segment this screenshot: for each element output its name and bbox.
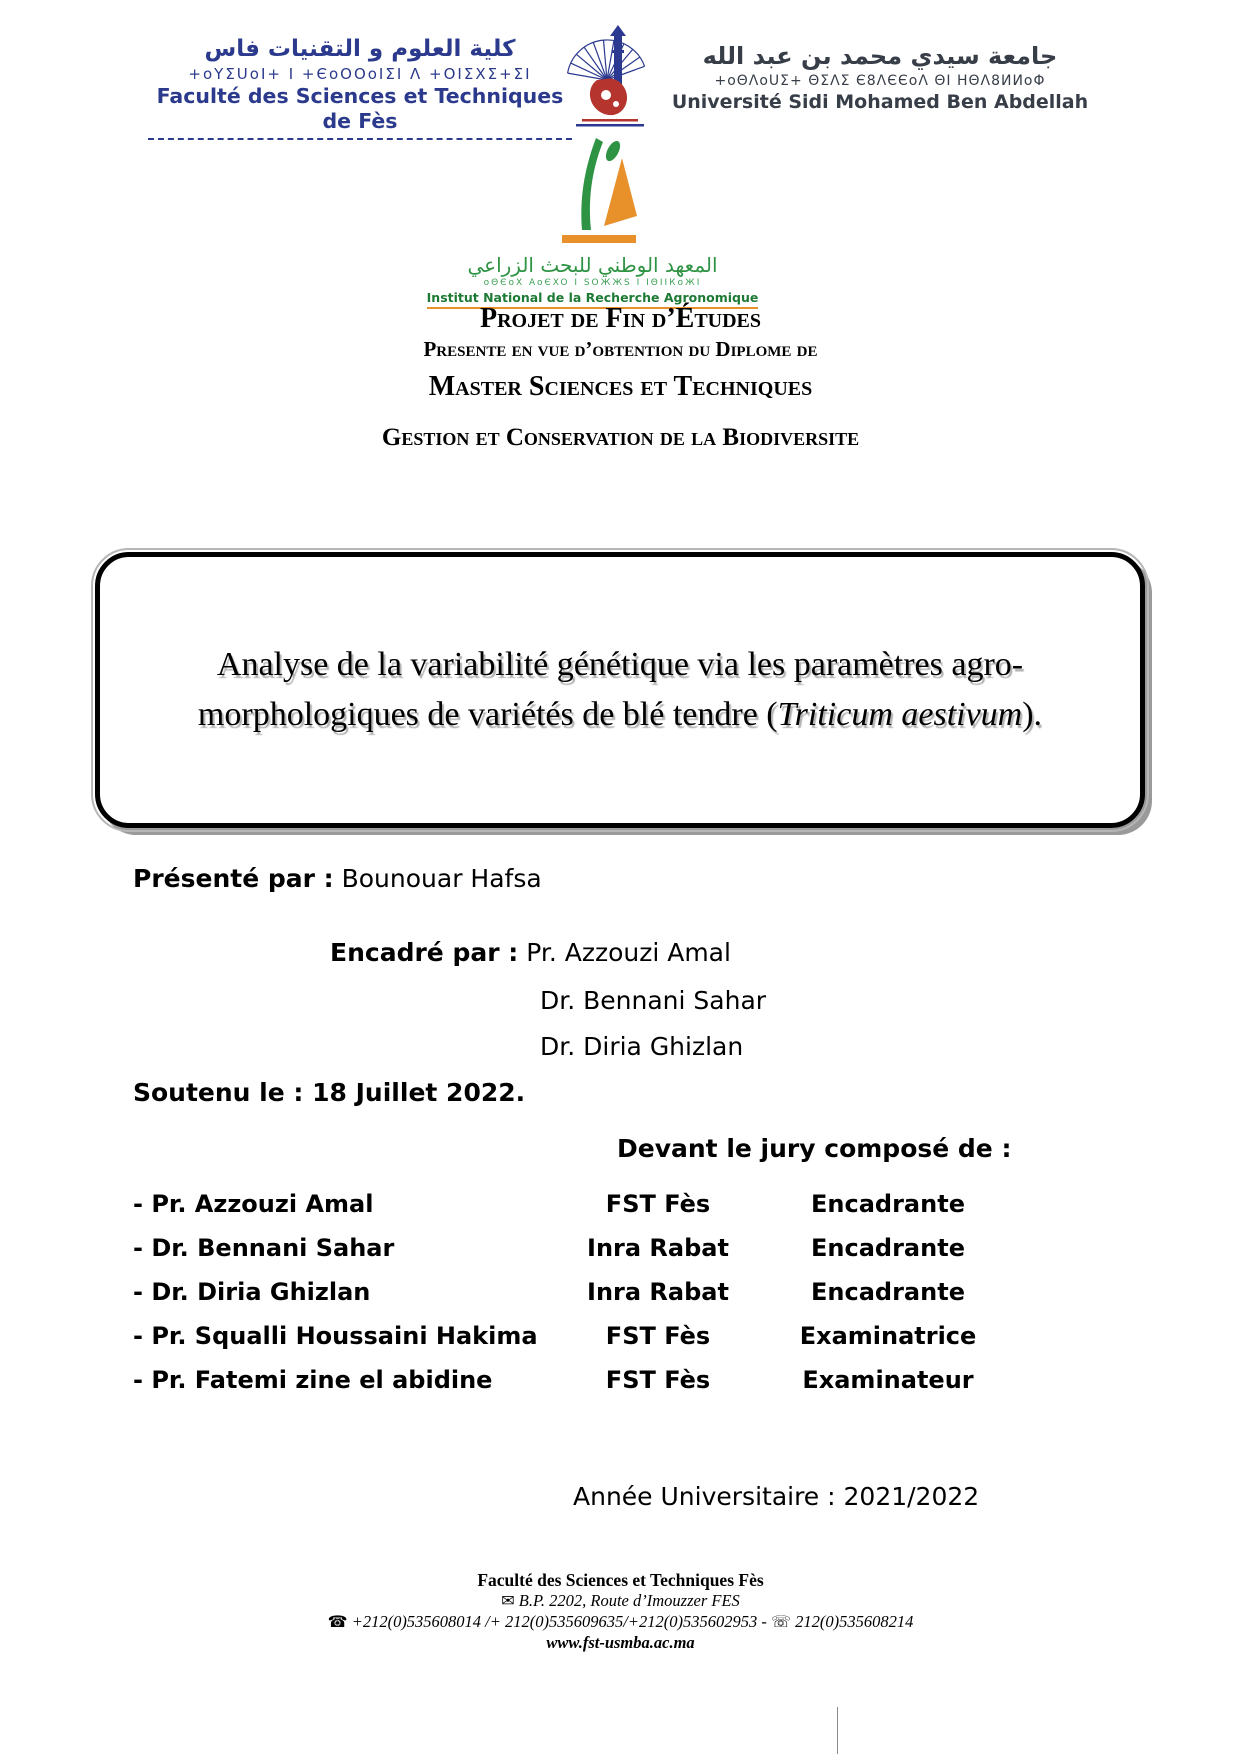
defense-date-label: Soutenu le :	[133, 1078, 304, 1107]
presented-by-name: Bounouar Hafsa	[341, 864, 542, 893]
university-emblem-icon	[562, 20, 658, 130]
inra-name-french: Institut National de la Recherche Agronomique	[427, 290, 759, 309]
university-name-arabic: جامعة سيدي محمد بن عبد الله	[702, 42, 1058, 70]
supervised-by-label: Encadré par :	[330, 938, 519, 967]
inra-logo-block	[420, 136, 765, 309]
thesis-title-lead: Analyse de la variabilité génétique via les paramètres agro-morphologiques de variétés de blé tendre (	[197, 646, 1024, 733]
jury-institution: FST Fès	[605, 1190, 711, 1218]
mail-icon: ✉	[501, 1593, 515, 1610]
supervisor-name-2: Dr. Bennani Sahar	[540, 986, 767, 1015]
jury-member-name: - Pr. Fatemi zine el abidine	[133, 1366, 493, 1394]
thesis-title-tail: ).	[1022, 696, 1043, 733]
jury-member-name: - Dr. Diria Ghizlan	[133, 1278, 371, 1306]
supervisor-name-3: Dr. Diria Ghizlan	[540, 1032, 744, 1061]
academic-year: Année Universitaire : 2021/2022	[573, 1482, 980, 1511]
inra-logo-icon	[518, 136, 668, 248]
university-name-tifinagh: +oΘΛoUΣ+ ΘΣΛΣ Є8ΛЄЄoΛ ΘI ΗΘΛ8ИИoΦ	[714, 73, 1046, 89]
inra-name-arabic: المعهد الوطني للبحث الزراعي	[467, 253, 718, 277]
university-name-french: Université Sidi Mohamed Ben Abdellah	[671, 91, 1089, 113]
jury-row	[133, 1270, 1003, 1314]
jury-member-name: - Pr. Azzouzi Amal	[133, 1190, 374, 1218]
footer-website: www.fst-usmba.ac.ma	[546, 1633, 695, 1652]
supervised-by-line	[330, 938, 731, 967]
jury-row	[133, 1226, 1003, 1270]
jury-member-name: - Dr. Bennani Sahar	[133, 1234, 395, 1262]
footer-faculty-name: Faculté des Sciences et Techniques Fès	[477, 1570, 764, 1590]
header-left-faculty-block	[148, 34, 572, 140]
footer-fax-number: 212(0)535608214	[795, 1612, 914, 1631]
supervisor-name-1: Pr. Azzouzi Amal	[526, 938, 731, 967]
jury-institution: Inra Rabat	[587, 1234, 729, 1262]
jury-institution: FST Fès	[605, 1366, 711, 1394]
footer	[0, 1570, 1241, 1653]
jury-row	[133, 1314, 1003, 1358]
header-right-university-block	[668, 40, 1092, 114]
inra-name-tifinagh: oΘЄoX AoЄXO I SOЖЖS I IΘIIКoЖI	[483, 278, 702, 288]
jury-heading: Devant le jury composé de :	[617, 1134, 1012, 1163]
heading-gestion-biodiversite: Gestion et Conservation de la Biodiversite	[381, 424, 860, 451]
jury-member-name: - Pr. Squalli Houssaini Hakima	[133, 1322, 538, 1350]
species-name: Triticum aestivum	[777, 696, 1023, 733]
jury-row	[133, 1182, 1003, 1226]
faculty-name-french: Faculté des Sciences et Techniques de Fès	[156, 84, 564, 133]
heading-presente-diplome: Presente en vue d’obtention du Diplome de	[423, 337, 818, 361]
footer-phone-line	[0, 1612, 1241, 1633]
jury-institution: FST Fès	[605, 1322, 711, 1350]
fax-icon: ☏	[770, 1614, 791, 1631]
faculty-name-arabic: كلية العلوم و التقنيات فاس	[204, 36, 516, 62]
heading-master: Master Sciences et Techniques	[428, 371, 813, 402]
thesis-title-box	[95, 552, 1145, 828]
jury-role: Encadrante	[811, 1234, 965, 1262]
thesis-title	[100, 640, 1140, 740]
jury-table	[133, 1182, 1003, 1402]
defense-date-line	[133, 1078, 525, 1107]
footer-address-line	[0, 1591, 1241, 1612]
heading-projet-fin-etudes: Projet de Fin d’Études	[479, 303, 762, 334]
footer-phone-numbers: +212(0)535608014 /+ 212(0)535609635/+212(0)535602953 -	[351, 1612, 767, 1631]
presented-by-line	[133, 864, 542, 893]
page-edge-mark	[837, 1707, 838, 1754]
jury-role: Examinateur	[802, 1366, 974, 1394]
defense-date: 18 Juillet 2022.	[312, 1078, 526, 1107]
jury-role: Encadrante	[811, 1190, 965, 1218]
jury-institution: Inra Rabat	[587, 1278, 729, 1306]
footer-address: B.P. 2202, Route d’Imouzzer FES	[518, 1591, 740, 1610]
jury-row	[133, 1358, 1003, 1402]
jury-role: Examinatrice	[799, 1322, 977, 1350]
phone-icon: ☎	[327, 1614, 348, 1631]
presented-by-label: Présenté par :	[133, 864, 334, 893]
faculty-name-tifinagh: +oYΣUoI+ I +ЄoOOoIΣI Λ +OIΣXΣ+ΣI	[188, 65, 532, 83]
jury-role: Encadrante	[811, 1278, 965, 1306]
university-emblem-logo	[562, 20, 658, 130]
